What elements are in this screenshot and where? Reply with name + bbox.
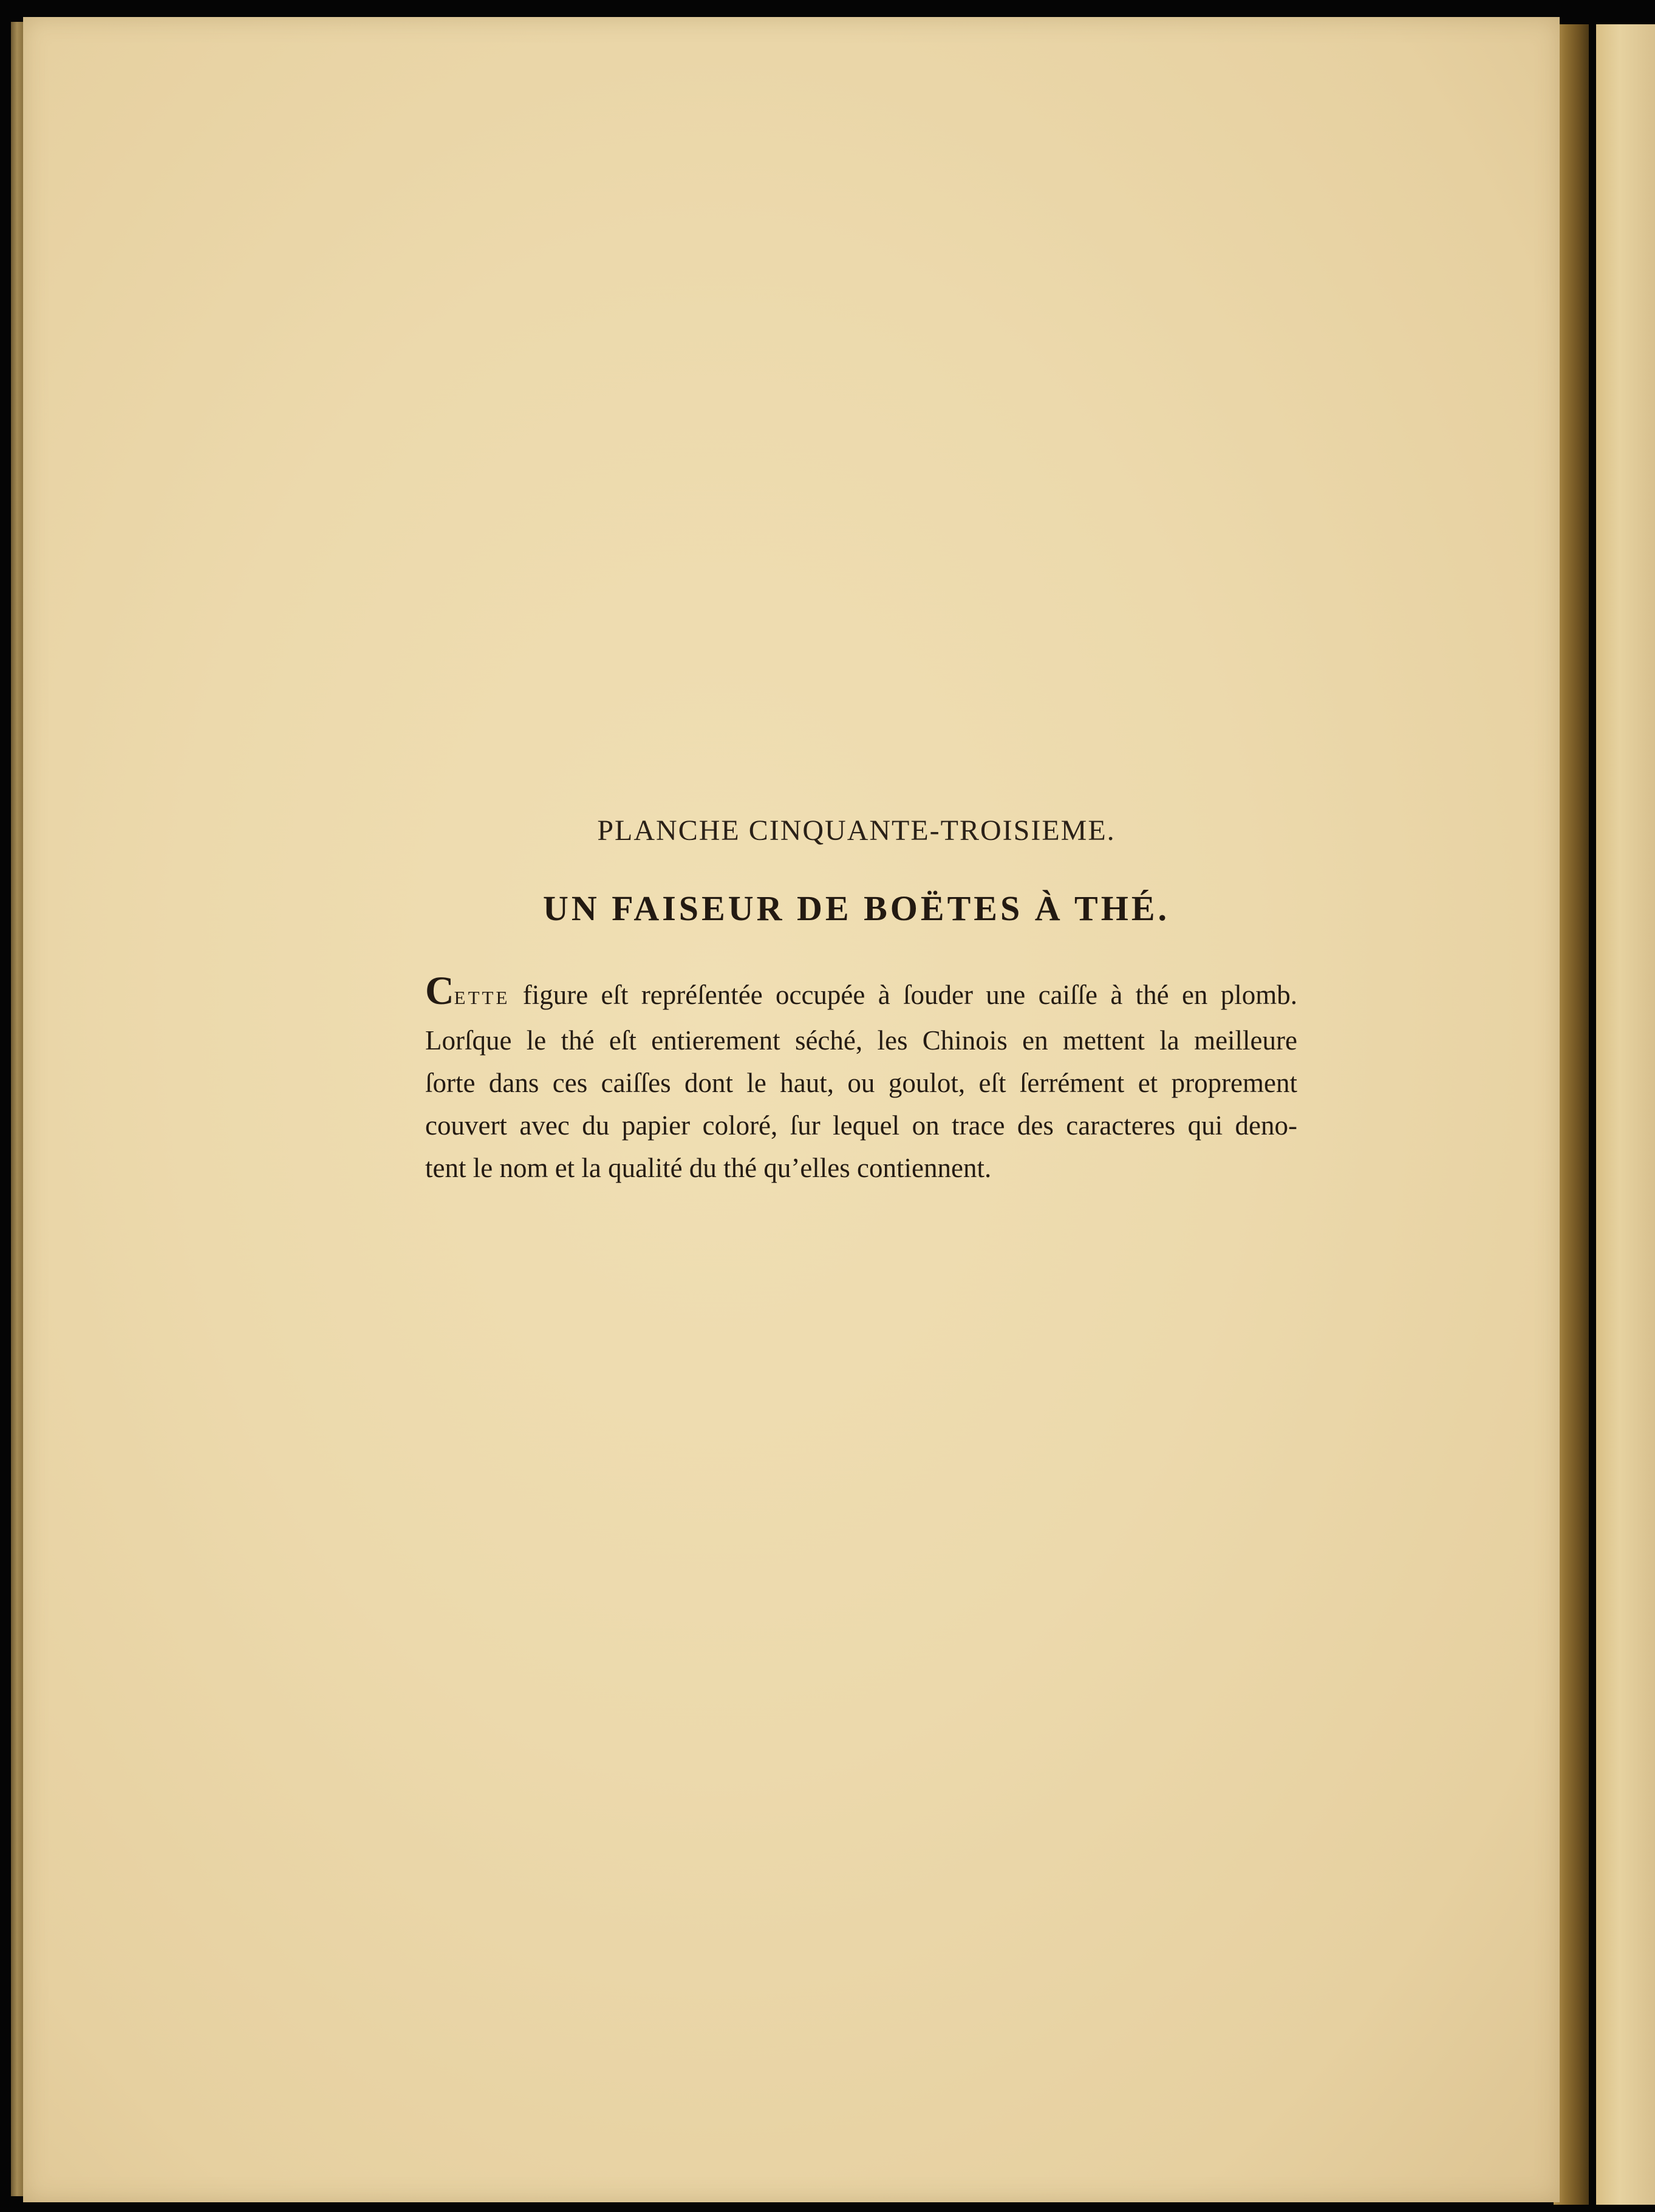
body-line-2: Lorſque le thé eſt entierement séché, les Chinois en mettent la meilleure <box>425 1025 1297 1056</box>
facing-page-edge <box>1596 24 1655 2205</box>
body-line-1 <box>425 970 1297 1019</box>
lead-smallcaps: ETTE <box>454 987 510 1008</box>
main-title: UN FAISEUR DE BOËTES À THÉ. <box>542 889 1170 928</box>
body-paragraph <box>425 970 1297 1189</box>
body-line-5: tent le nom et la qualité du thé qu’elles contiennent. <box>425 1153 992 1183</box>
plate-title: PLANCHE CINQUANTE-TROISIEME. <box>597 814 1116 847</box>
body-line-4: couvert avec du papier coloré, ſur lequel on trace des caracteres qui deno- <box>425 1110 1297 1141</box>
body-line-1-rest: figure eſt repréſentée occupée à ſouder une caiſſe à thé en plomb. <box>510 980 1297 1010</box>
drop-cap: C <box>425 969 454 1013</box>
body-line-3: ſorte dans ces caiſſes dont le haut, ou goulot, eſt ſerrément et proprement <box>425 1068 1297 1098</box>
